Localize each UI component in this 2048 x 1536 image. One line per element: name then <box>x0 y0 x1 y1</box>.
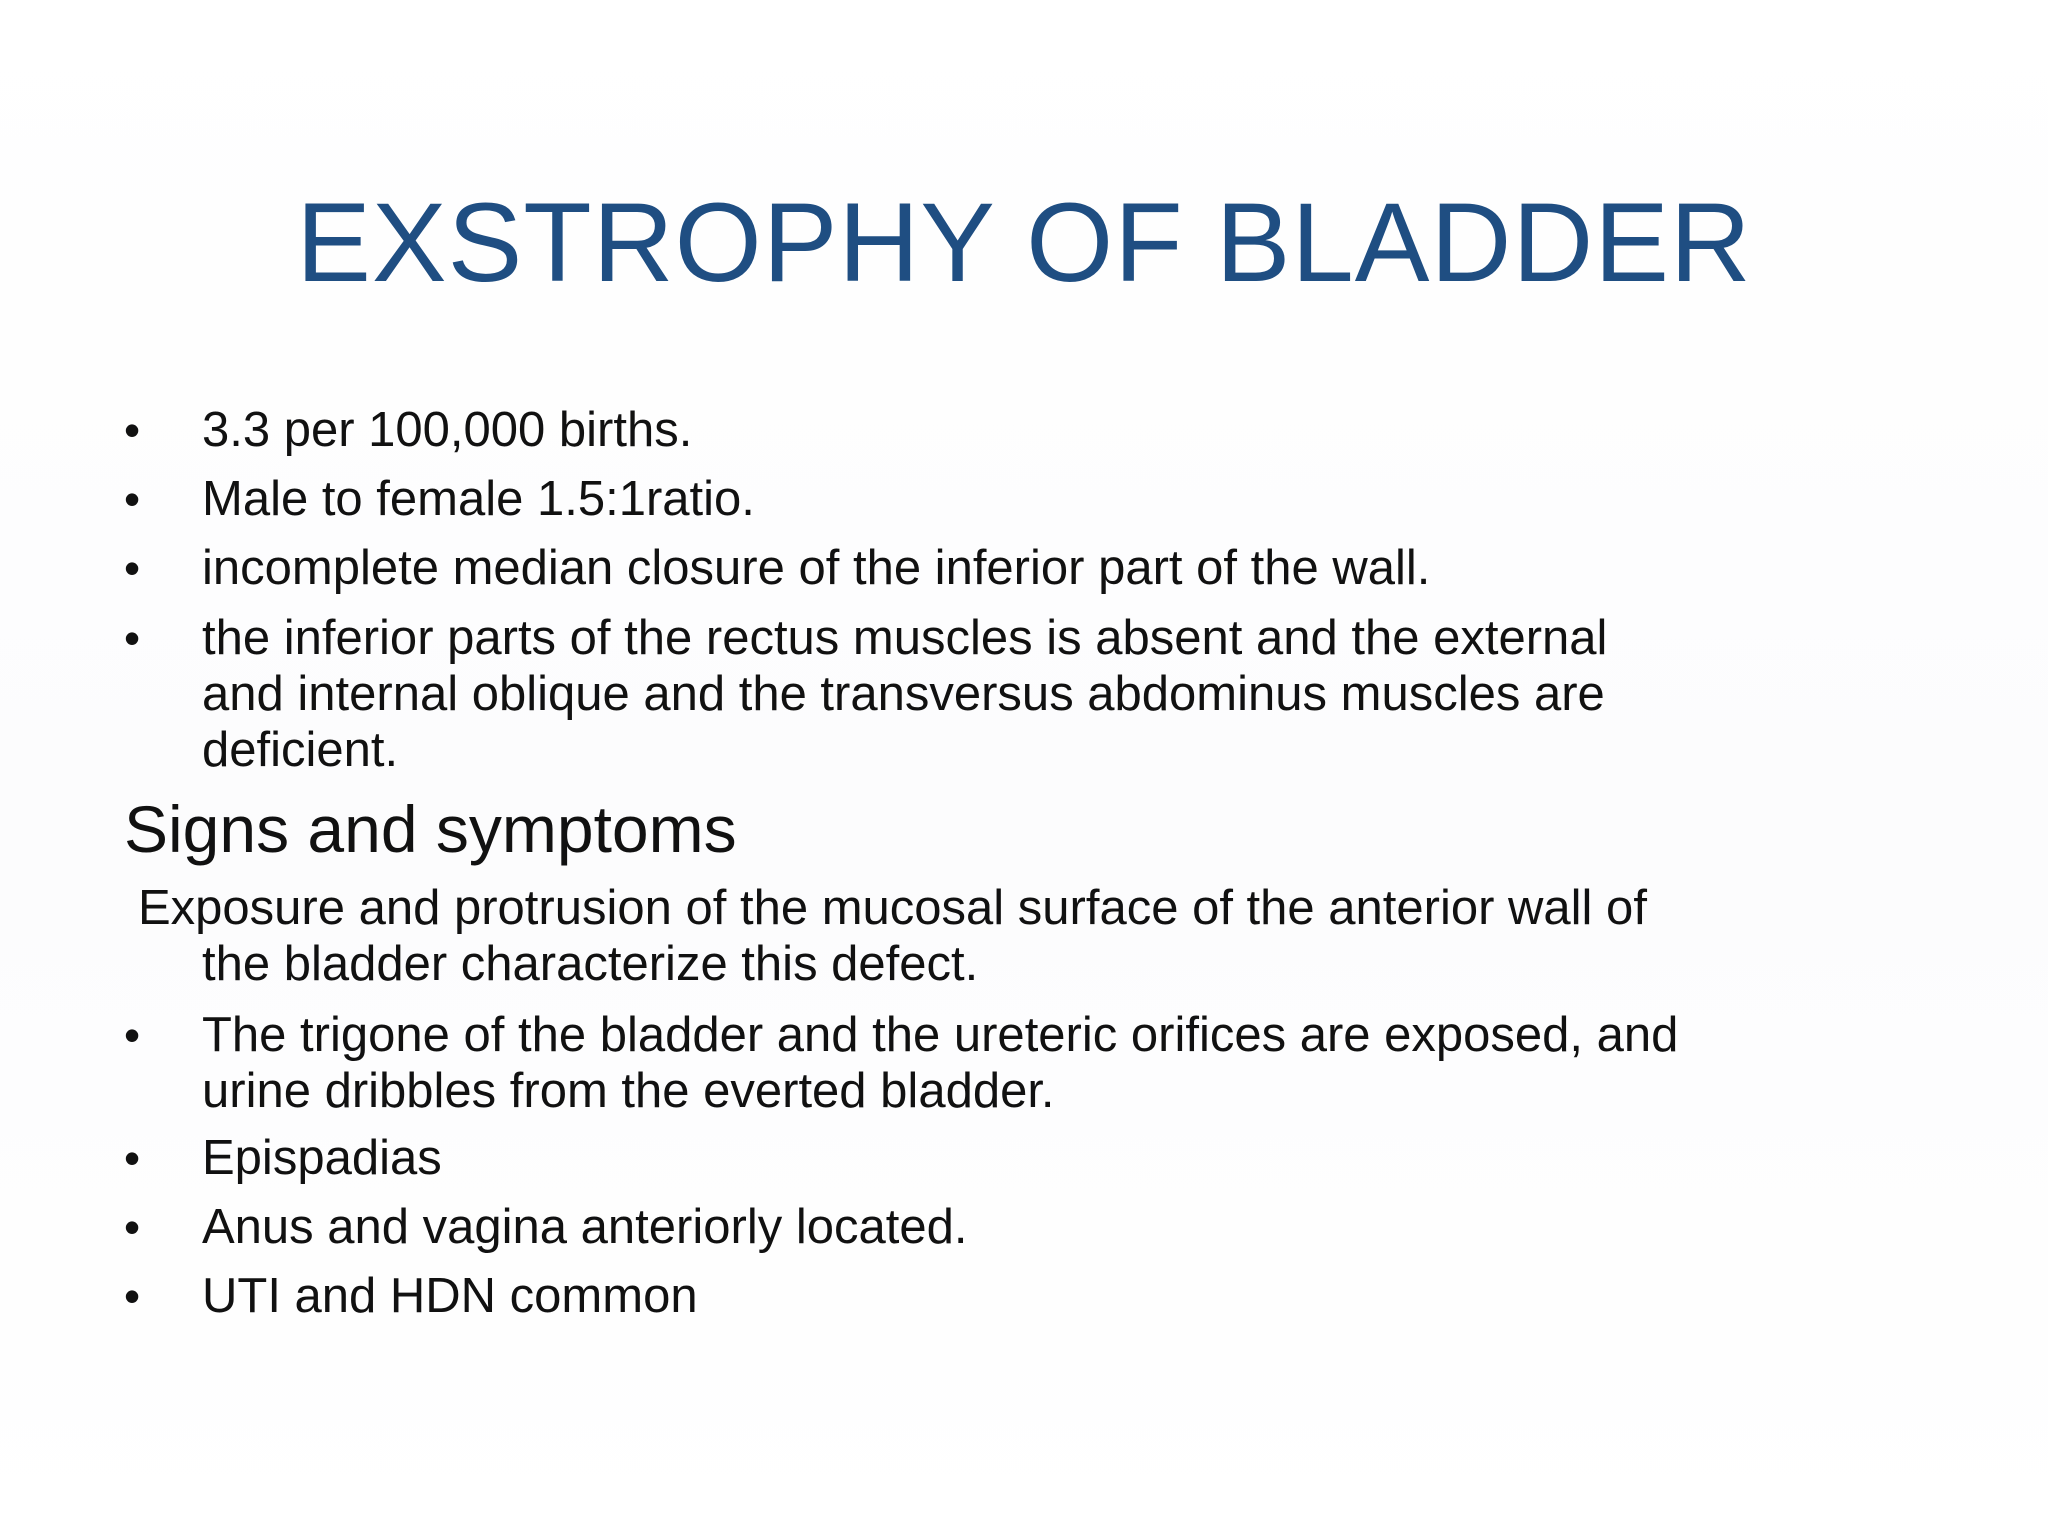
bullet-icon: • <box>124 612 141 664</box>
bullet-icon: • <box>124 1009 141 1061</box>
paragraph <box>138 880 1858 992</box>
bullet-icon: • <box>124 1132 141 1184</box>
bullet-text-line: the inferior parts of the rectus muscles is absent and the external <box>202 611 1608 665</box>
bullet-icon: • <box>124 1201 141 1253</box>
bullet-text: Epispadias <box>202 1131 442 1185</box>
paragraph-line: Exposure and protrusion of the mucosal surface of the anterior wall of <box>138 881 1647 935</box>
paragraph-line: the bladder characterize this defect. <box>202 937 979 991</box>
section-heading: Signs and symptoms <box>124 792 737 866</box>
bullet-icon: • <box>124 542 141 594</box>
bullet-text-line: The trigone of the bladder and the ureteric orifices are exposed, and <box>202 1008 1679 1062</box>
bullet-text: incomplete median closure of the inferior part of the wall. <box>202 541 1431 595</box>
bullet-text-line: urine dribbles from the everted bladder. <box>202 1064 1055 1118</box>
bullet-icon: • <box>124 404 141 456</box>
slide-title: EXSTROPHY OF BLADDER <box>296 180 1752 305</box>
bullet-text-line: deficient. <box>202 723 399 777</box>
bullet-icon: • <box>124 473 141 525</box>
bullet-text-line: and internal oblique and the transversus abdominus muscles are <box>202 667 1605 721</box>
bullet-icon: • <box>124 1270 141 1322</box>
bullet-text: Anus and vagina anteriorly located. <box>202 1200 968 1254</box>
bullet-text: UTI and HDN common <box>202 1269 698 1323</box>
bullet-text: 3.3 per 100,000 births. <box>202 403 693 457</box>
bullet-text: Male to female 1.5:1ratio. <box>202 472 755 526</box>
